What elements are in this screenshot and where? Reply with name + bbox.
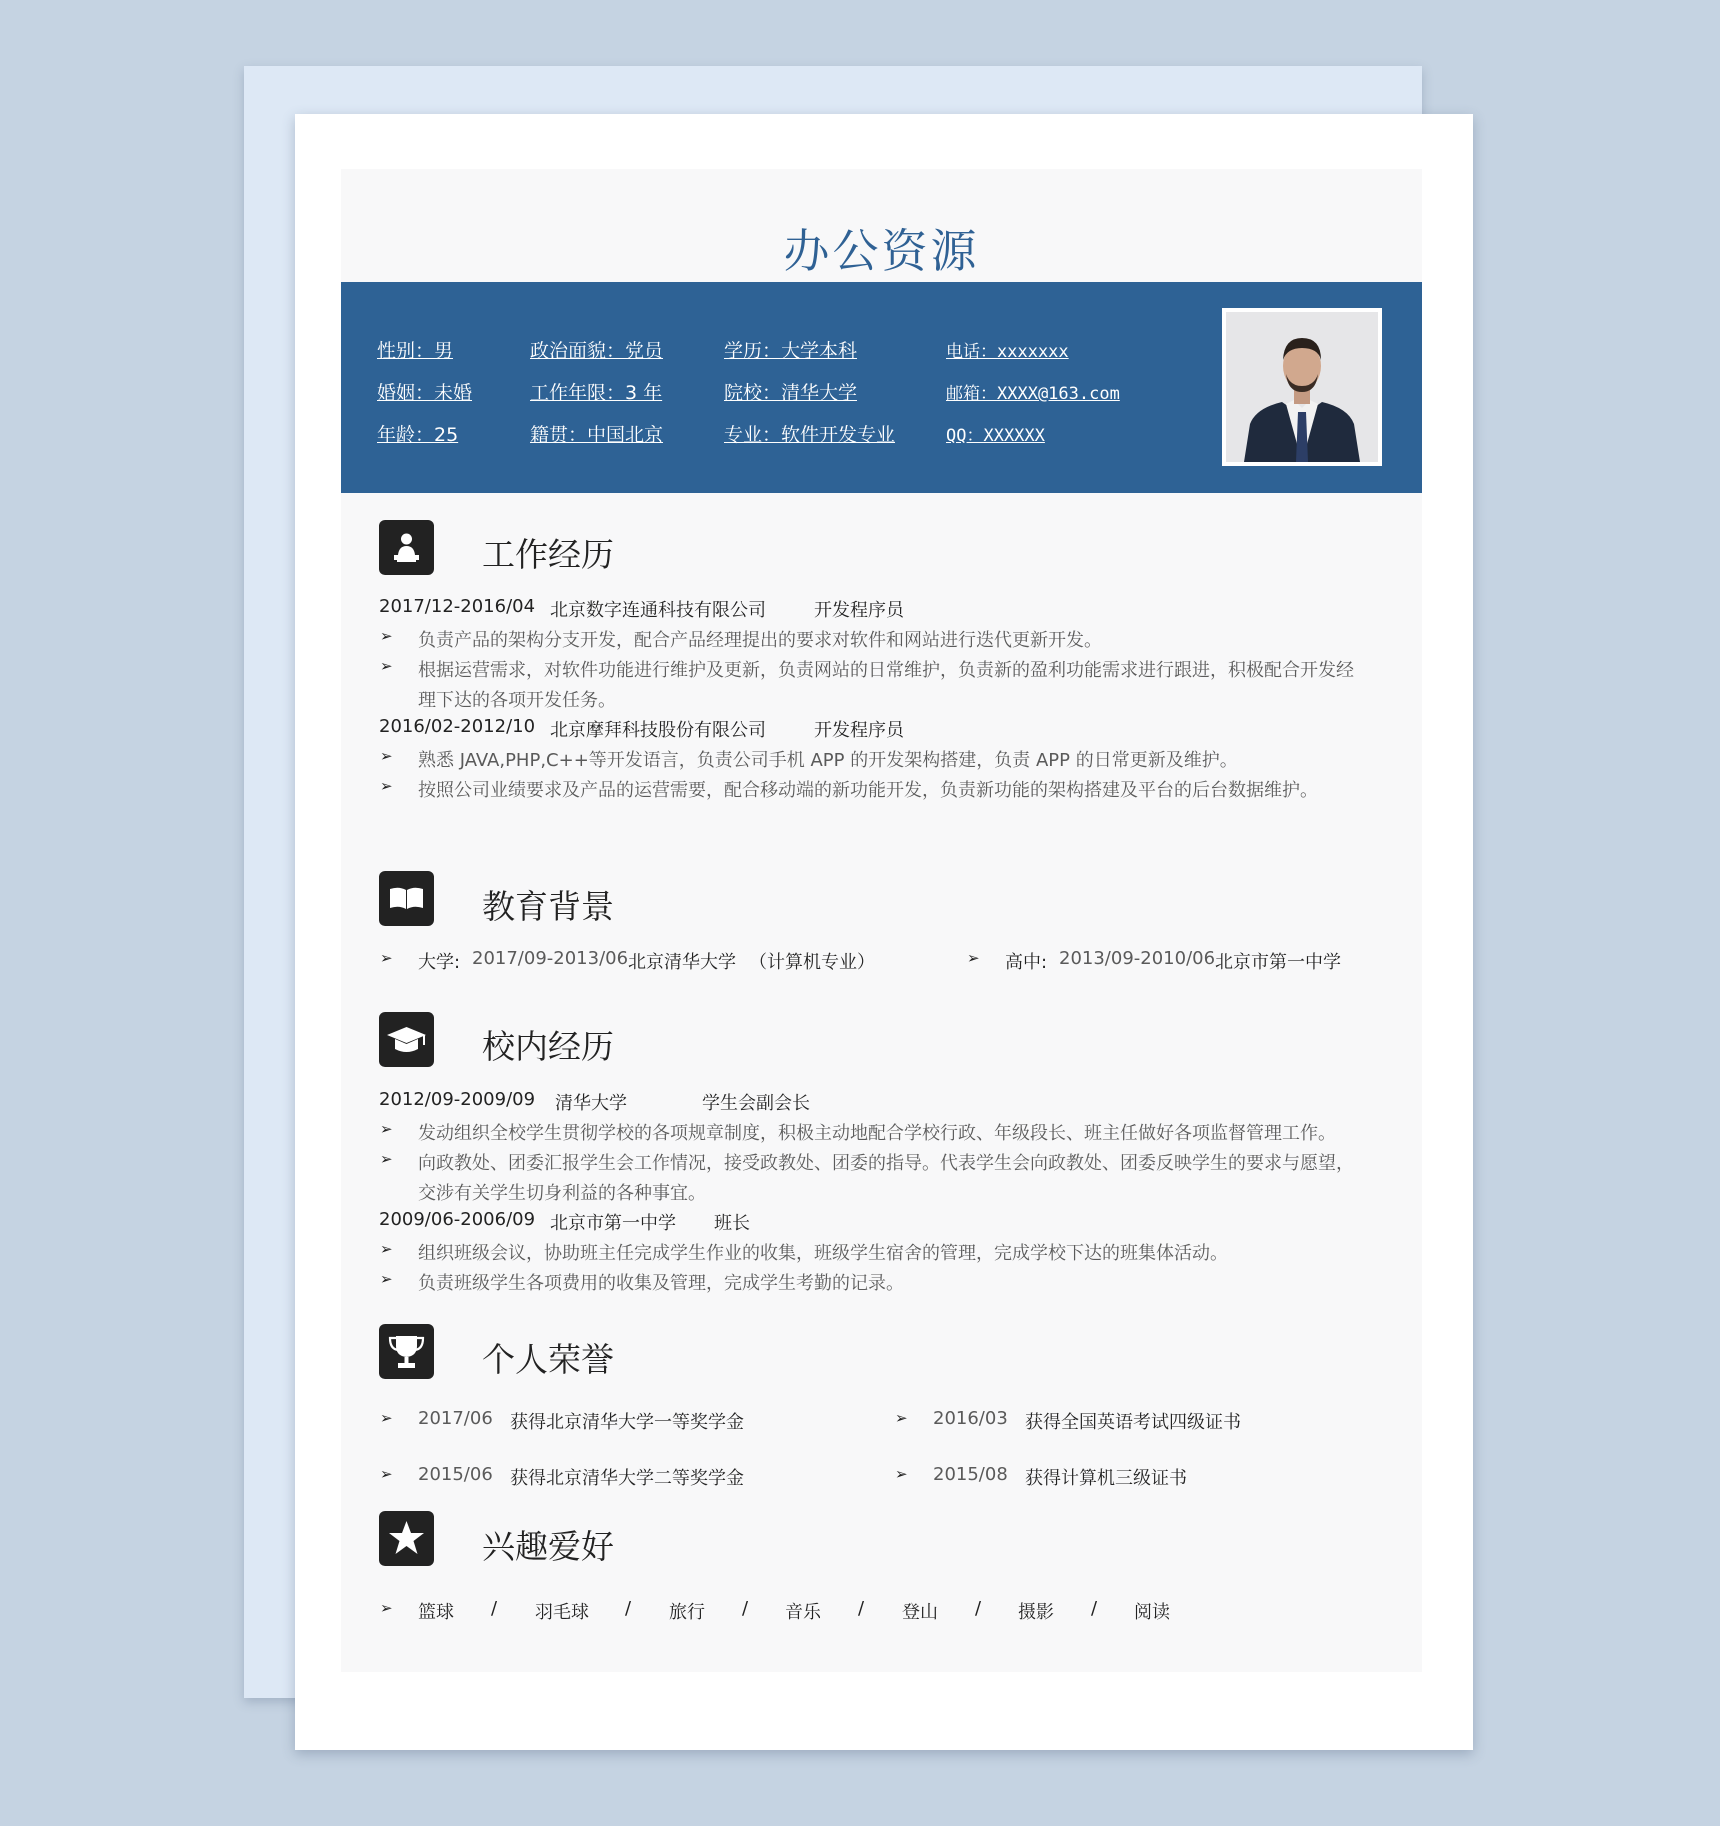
work-period: 2017/12-2016/04 [379,596,536,617]
info-phone: 电话：xxxxxxx [946,342,1069,362]
edu-school: 北京市第一中学 [1215,952,1341,973]
edu-school: 北京清华大学 [628,952,736,973]
info-years: 工作年限：3 年 [530,382,663,404]
honor-date: 2016/03 [933,1408,1008,1429]
bullet-arrow-icon: ➢ [380,1599,393,1617]
edu-period: 2013/09-2010/06 [1059,948,1216,969]
education-section-icon [379,871,434,926]
resume-page [341,169,1422,1672]
info-degree: 学历：大学本科 [724,340,858,362]
bullet-arrow-icon: ➢ [380,1465,393,1483]
work-role: 开发程序员 [814,600,904,621]
honor-date: 2015/08 [933,1464,1008,1485]
hobbies-section-title: 兴趣爱好 [482,1527,614,1566]
honor-text: 获得计算机三级证书 [1025,1468,1187,1489]
work-duty: 负责产品的架构分支开发，配合产品经理提出的要求对软件和网站进行迭代更新开发。 [418,630,1102,651]
trophy-icon [379,1324,434,1379]
honor-text: 获得北京清华大学二等奖学金 [510,1468,744,1489]
campus-duty: 发动组织全校学生贯彻学校的各项规章制度，积极主动地配合学校行政、年级段长、班主任做好各项监督管理工作。 [418,1123,1336,1144]
campus-period: 2009/06-2006/09 [379,1209,536,1230]
bullet-arrow-icon: ➢ [380,1240,393,1258]
hobby-separator: / [858,1598,865,1619]
hobby-separator: / [625,1598,632,1619]
bullet-arrow-icon: ➢ [380,1150,393,1168]
edu-note: （计算机专业） [749,952,875,973]
work-section-title: 工作经历 [482,535,614,574]
honors-section-icon [379,1324,434,1379]
campus-role: 学生会副会长 [702,1093,810,1114]
campus-duty: 向政教处、团委汇报学生会工作情况，接受政教处、团委的指导。代表学生会向政教处、团委反映学生的要求与愿望， [418,1153,1354,1174]
star-icon [379,1511,434,1566]
campus-period: 2012/09-2009/09 [379,1089,536,1110]
edu-level: 大学: [418,952,461,973]
profile-photo [1222,308,1382,466]
campus-duty: 负责班级学生各项费用的收集及管理，完成学生考勤的记录。 [418,1273,904,1294]
campus-org: 清华大学 [555,1093,627,1114]
campus-section-title: 校内经历 [482,1027,614,1066]
work-role: 开发程序员 [814,720,904,741]
bullet-arrow-icon: ➢ [380,1270,393,1288]
info-email: 邮箱：XXXX@163.com [946,384,1120,404]
info-hometown: 籍贯：中国北京 [530,424,664,446]
hobby-item: 阅读 [1134,1602,1170,1623]
campus-section-icon [379,1012,434,1067]
work-duty-continued: 理下达的各项开发任务。 [418,690,616,711]
bullet-arrow-icon: ➢ [967,949,980,967]
hobby-item: 音乐 [785,1602,821,1623]
info-major: 专业：软件开发专业 [724,424,896,446]
hobby-item: 摄影 [1018,1602,1054,1623]
edu-period: 2017/09-2013/06 [472,948,629,969]
personal-info-banner [341,282,1422,493]
honor-text: 获得北京清华大学一等奖学金 [510,1412,744,1433]
edu-level: 高中: [1005,952,1048,973]
bullet-arrow-icon: ➢ [380,949,393,967]
bullet-arrow-icon: ➢ [380,1120,393,1138]
campus-duty-continued: 交涉有关学生切身利益的各种事宜。 [418,1183,706,1204]
work-section-icon [379,520,434,575]
bullet-arrow-icon: ➢ [380,627,393,645]
bullet-arrow-icon: ➢ [380,777,393,795]
honors-section-title: 个人荣誉 [482,1340,614,1379]
resume-title: 办公资源 [783,224,980,278]
info-political: 政治面貌：党员 [530,340,664,362]
bullet-arrow-icon: ➢ [380,657,393,675]
hobby-item: 登山 [902,1602,938,1623]
work-duty: 熟悉 JAVA,PHP,C++等开发语言，负责公司手机 APP 的开发架构搭建，负责 APP 的日常更新及维护。 [418,750,1238,771]
graduation-cap-icon [379,1012,434,1067]
bullet-arrow-icon: ➢ [895,1409,908,1427]
info-marital: 婚姻：未婚 [377,382,473,404]
person-portrait-image [1226,312,1378,462]
open-book-icon [379,871,434,926]
honor-date: 2017/06 [418,1408,493,1429]
info-school: 院校：清华大学 [724,382,858,404]
info-age: 年龄：25 [377,424,459,446]
campus-role: 班长 [714,1213,750,1234]
education-section-title: 教育背景 [482,887,614,926]
honor-text: 获得全国英语考试四级证书 [1025,1412,1241,1433]
bullet-arrow-icon: ➢ [380,1409,393,1427]
hobby-separator: / [975,1598,982,1619]
hobby-item: 羽毛球 [535,1602,589,1623]
work-duty: 根据运营需求，对软件功能进行维护及更新，负责网站的日常维护，负责新的盈利功能需求进行跟进，积极配合开发经 [418,660,1354,681]
hobby-separator: / [1091,1598,1098,1619]
person-at-desk-icon [379,520,434,575]
hobby-item: 篮球 [418,1602,454,1623]
bullet-arrow-icon: ➢ [895,1465,908,1483]
info-gender: 性别：男 [377,340,454,362]
honor-date: 2015/06 [418,1464,493,1485]
campus-duty: 组织班级会议，协助班主任完成学生作业的收集，班级学生宿舍的管理，完成学校下达的班集体活动。 [418,1243,1228,1264]
campus-org: 北京市第一中学 [550,1213,676,1234]
hobby-separator: / [491,1598,498,1619]
work-period: 2016/02-2012/10 [379,716,536,737]
work-company: 北京摩拜科技股份有限公司 [550,720,766,741]
work-company: 北京数字连通科技有限公司 [550,600,766,621]
info-qq: QQ：XXXXXX [946,426,1045,446]
hobby-item: 旅行 [669,1602,705,1623]
bullet-arrow-icon: ➢ [380,747,393,765]
hobbies-section-icon [379,1511,434,1566]
work-duty: 按照公司业绩要求及产品的运营需要，配合移动端的新功能开发，负责新功能的架构搭建及平台的后台数据维护。 [418,780,1318,801]
hobby-separator: / [742,1598,749,1619]
